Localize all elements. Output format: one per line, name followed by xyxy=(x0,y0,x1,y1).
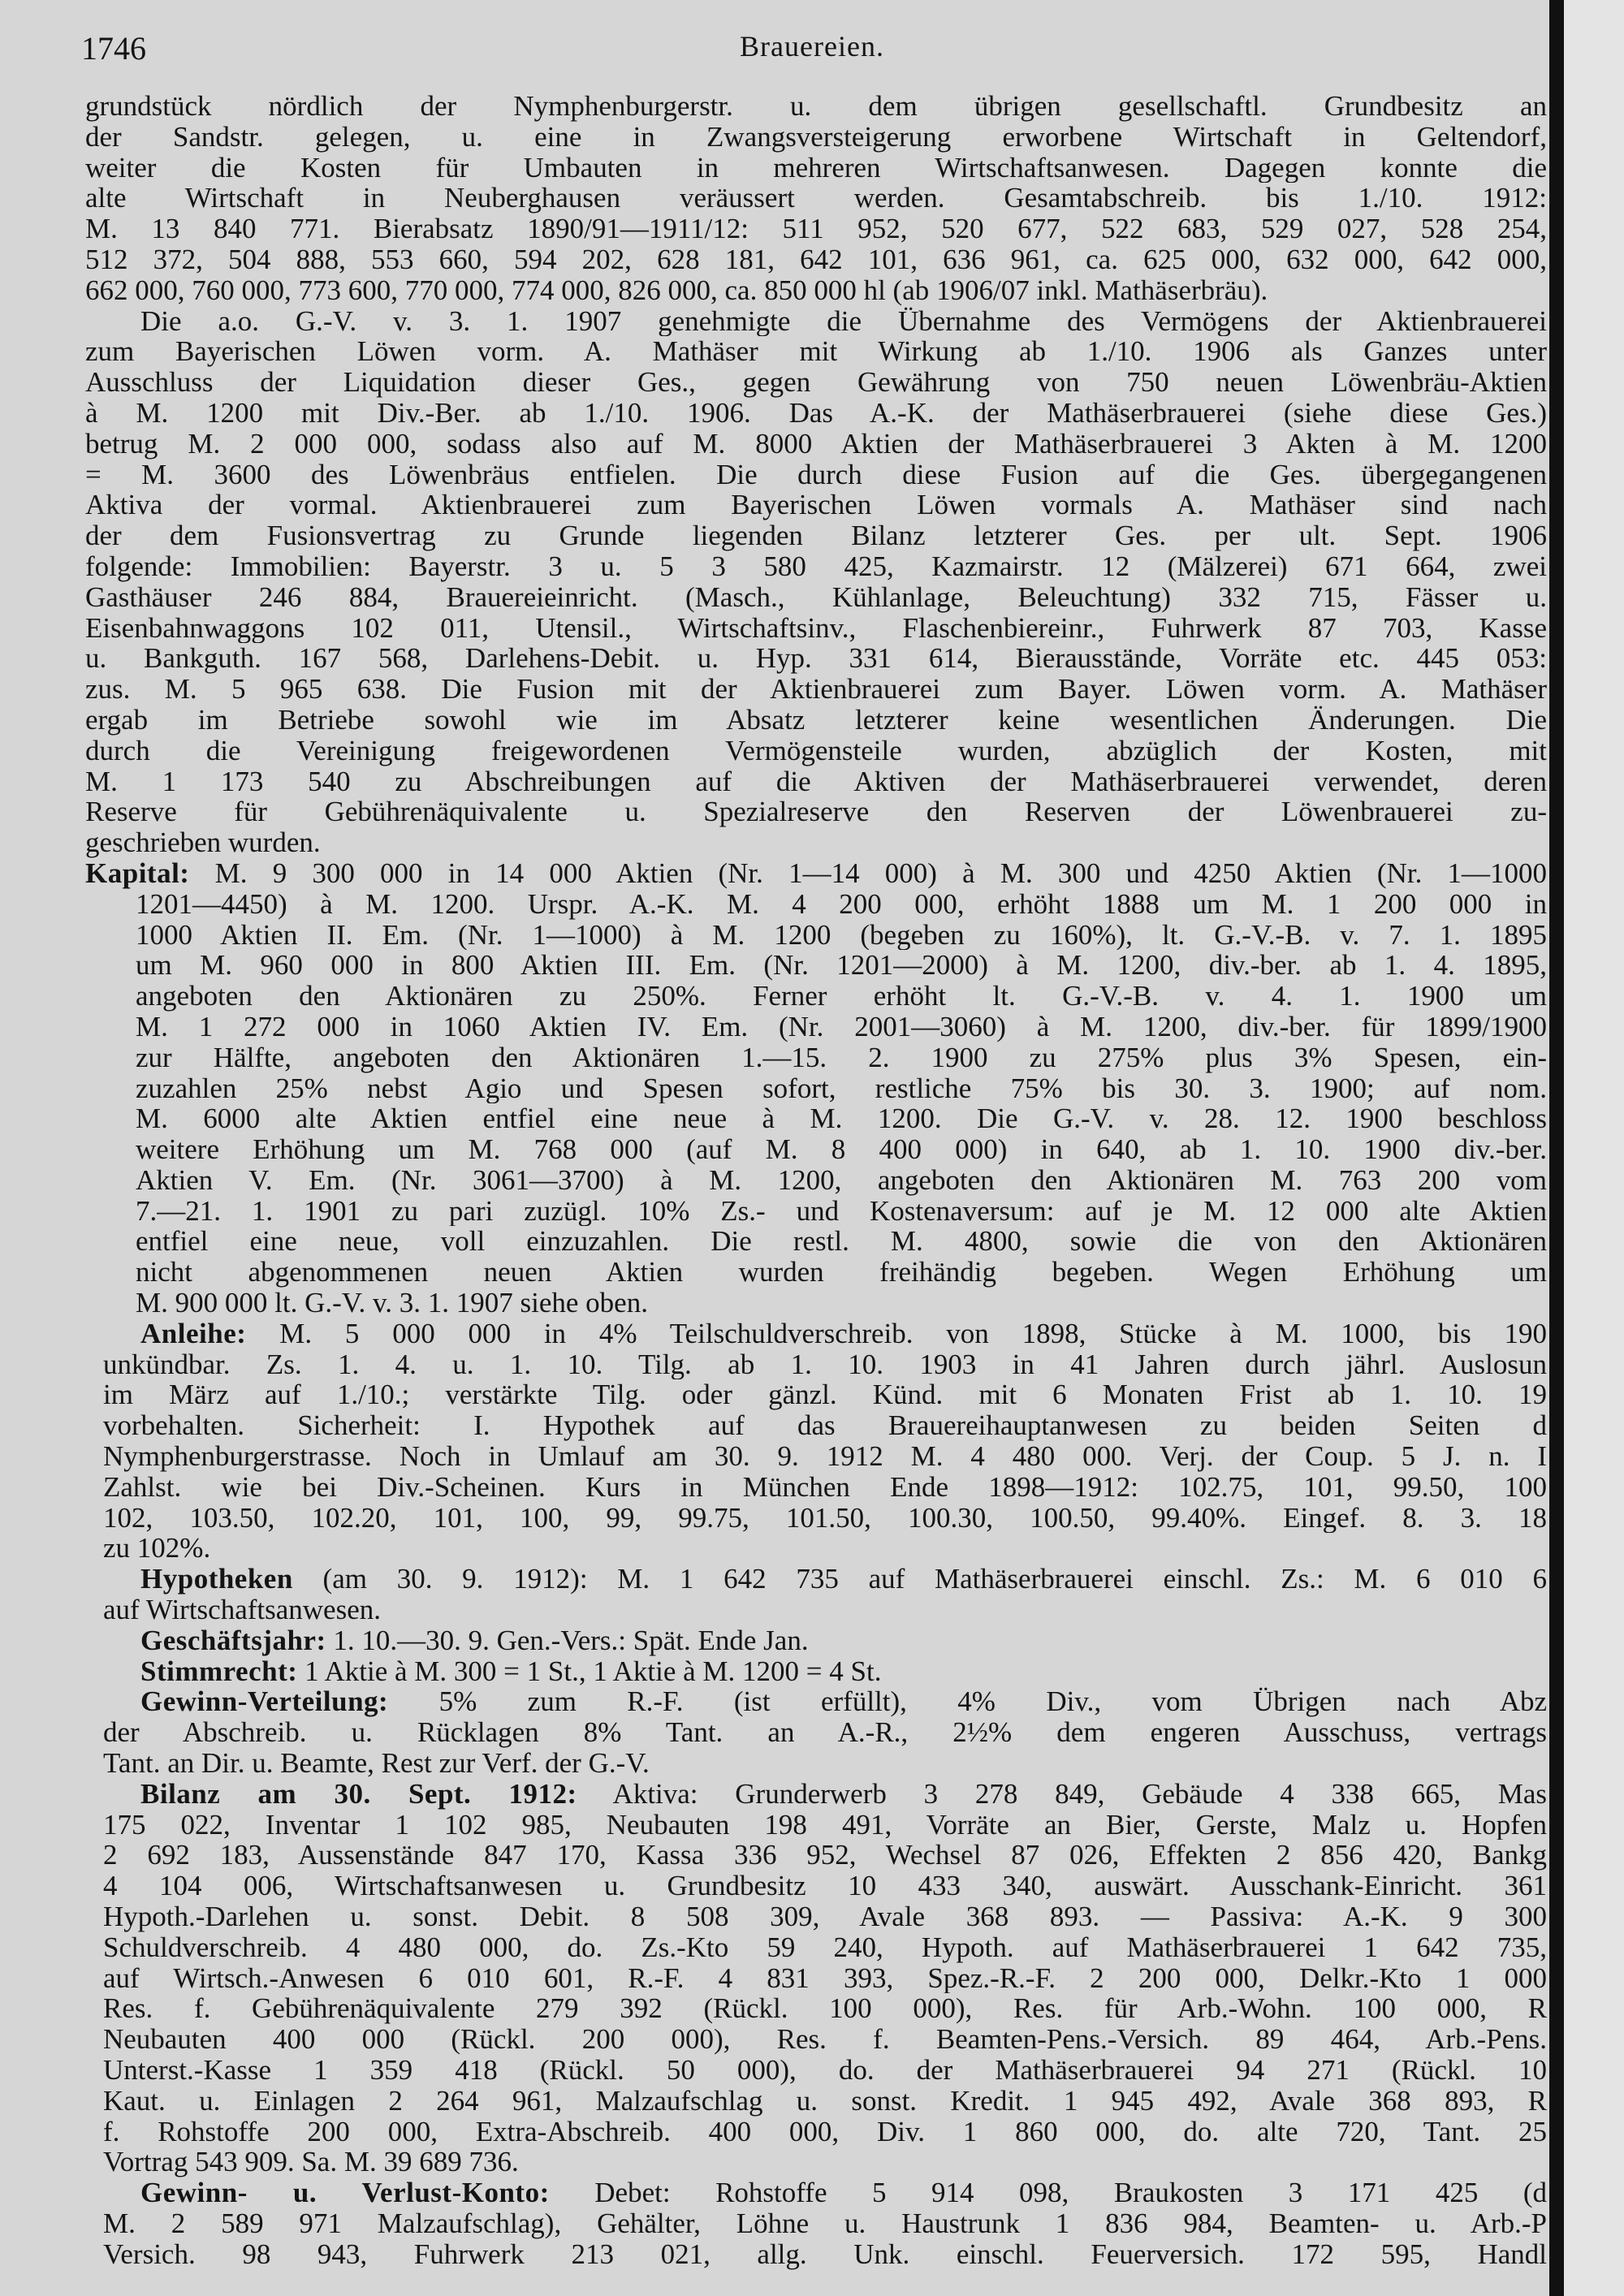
text-line xyxy=(85,1564,1547,1595)
line-text: Reserve für Gebührenäquivalente u. Spezialreserve den Reserven der Löwenbrauerei zu- xyxy=(85,796,1547,828)
text-line xyxy=(85,275,1547,306)
text-line xyxy=(85,336,1547,367)
paragraph xyxy=(85,1625,1547,1656)
line-text: zum Bayerischen Löwen vorm. A. Mathäser mit Wirkung ab 1./10. 1906 als Ganzes unter xyxy=(85,336,1547,368)
text-line xyxy=(85,1993,1547,2024)
text-line xyxy=(85,1901,1547,1932)
text-line xyxy=(85,2208,1547,2239)
line-text: geschrieben wurden. xyxy=(85,827,321,858)
line-text: à M. 1200 mit Div.-Ber. ab 1./10. 1906. Das A.-K. der Mathäserbrauerei (siehe diese Ges.) xyxy=(85,397,1547,429)
line-text: folgende: Immobilien: Bayerstr. 3 u. 5 3 580 425, Kazmairstr. 12 (Mälzerei) 671 664, zwei xyxy=(85,550,1547,582)
line-text: zu 102%. xyxy=(103,1533,211,1564)
line-text: betrug M. 2 000 000, sodass also auf M. 8000 Aktien der Mathäserbrauerei 3 Akten à M. 1200 xyxy=(85,428,1547,460)
text-line xyxy=(85,796,1547,827)
section-heading: Gewinn- u. Verlust-Konto: xyxy=(140,2177,550,2208)
text-line xyxy=(85,91,1547,122)
line-text: alte Wirtschaft in Neuberghausen veräussert werden. Gesamtabschreib. bis 1./10. 1912: xyxy=(85,183,1547,214)
paragraph xyxy=(85,858,1547,1318)
text-line xyxy=(85,1349,1547,1380)
line-text: nicht abgenommenen neuen Aktien wurden freihändig begeben. Wegen Erhöhung um xyxy=(136,1257,1547,1288)
text-line xyxy=(85,367,1547,398)
line-text: um M. 960 000 in 800 Aktien III. Em. (Nr. 1201—2000) à M. 1200, div.-ber. ab 1. 4. 1895, xyxy=(136,950,1547,982)
scan-edge-shadow xyxy=(1549,0,1564,2296)
text-line xyxy=(85,1963,1547,1994)
line-text: (am 30. 9. 1912): M. 1 642 735 auf Mathäserbrauerei einschl. Zs.: M. 6 010 6 xyxy=(322,1564,1547,1595)
text-line xyxy=(85,2055,1547,2086)
text-line xyxy=(85,766,1547,797)
line-text: = M. 3600 des Löwenbräus entfielen. Die durch diese Fusion auf die Ges. übergegangenen xyxy=(85,459,1547,490)
text-line xyxy=(85,736,1547,766)
text-line xyxy=(85,1656,1547,1687)
text-line xyxy=(85,551,1547,582)
line-text: Nymphenburgerstrasse. Noch in Umlauf am 30. 9. 1912 M. 4 480 000. Verj. der Coup. 5 J. n. I xyxy=(103,1441,1547,1472)
line-text: Aktiva: Grunderwerb 3 278 849, Gebäude 4 338 665, Mas xyxy=(612,1778,1547,1810)
line-text: Aktien V. Em. (Nr. 3061—3700) à M. 1200, angeboten den Aktionären M. 763 200 vom xyxy=(136,1164,1547,1196)
line-text: M. 2 589 971 Malzaufschlag), Gehälter, Löhne u. Haustrunk 1 836 984, Beamten- u. Arb.-P xyxy=(103,2208,1547,2239)
body-text xyxy=(85,91,1547,2270)
text-line xyxy=(85,153,1547,183)
line-text: auf Wirtsch.-Anwesen 6 010 601, R.-F. 4 831 393, Spez.-R.-F. 2 200 000, Delkr.-Kto 1 000 xyxy=(103,1962,1547,1994)
line-text: Schuldverschreib. 4 480 000, do. Zs.-Kto 59 240, Hypoth. auf Mathäserbrauerei 1 642 735, xyxy=(103,1931,1547,1963)
line-text: 1000 Aktien II. Em. (Nr. 1—1000) à M. 1200 (begeben zu 160%), lt. G.-V.-B. v. 7. 1. 1895 xyxy=(136,919,1547,951)
line-text: 662 000, 760 000, 773 600, 770 000, 774 000, 826 000, ca. 850 000 hl (ab 1906/07 inkl. Mathäserbräu). xyxy=(85,274,1268,306)
text-line xyxy=(85,1717,1547,1748)
line-text: angeboten den Aktionären zu 250%. Ferner erhöht lt. G.-V.-B. v. 4. 1. 1900 um xyxy=(136,981,1547,1012)
text-line xyxy=(85,1165,1547,1196)
line-text: 7.—21. 1. 1901 zu pari zuzügl. 10% Zs.- und Kostenaversum: auf je M. 12 000 alte Aktien xyxy=(136,1195,1547,1227)
paragraph xyxy=(85,306,1547,858)
text-line xyxy=(85,1748,1547,1779)
line-text: Die a.o. G.-V. v. 3. 1. 1907 genehmigte die Übernahme des Vermögens der Aktienbrauerei xyxy=(140,305,1547,337)
text-line xyxy=(85,858,1547,889)
scan-margin xyxy=(1564,0,1624,2296)
text-line xyxy=(85,398,1547,429)
line-text: Versich. 98 943, Fuhrwerk 213 021, allg. Unk. einschl. Feuerversich. 172 595, Handl xyxy=(103,2238,1547,2270)
line-text: Vortrag 543 909. Sa. M. 39 689 736. xyxy=(103,2147,519,2178)
line-text: Neubauten 400 000 (Rückl. 200 000), Res. f. Beamten-Pens.-Versich. 89 464, Arb.-Pens. xyxy=(103,2024,1547,2055)
text-line xyxy=(85,1318,1547,1349)
text-line xyxy=(85,674,1547,705)
section-heading: Bilanz am 30. Sept. 1912: xyxy=(140,1778,577,1810)
paragraph xyxy=(85,1686,1547,1778)
line-text: Debet: Rohstoffe 5 914 098, Braukosten 3 171 425 (d xyxy=(594,2177,1547,2208)
text-line xyxy=(85,1932,1547,1963)
text-line xyxy=(85,1686,1547,1717)
line-text: der dem Fusionsvertrag zu Grunde liegenden Bilanz letzterer Ges. per ult. Sept. 1906 xyxy=(85,520,1547,551)
line-text: grundstück nördlich der Nymphenburgerstr. u. dem übrigen gesellschaftl. Grundbesitz an xyxy=(85,91,1547,122)
line-text: Res. f. Gebührenäquivalente 279 392 (Rückl. 100 000), Res. für Arb.-Wohn. 100 000, R xyxy=(103,1993,1547,2025)
line-text: 1. 10.—30. 9. Gen.-Vers.: Spät. Ende Jan. xyxy=(333,1625,809,1656)
text-line xyxy=(85,827,1547,858)
text-line xyxy=(85,1042,1547,1073)
paragraph xyxy=(85,1318,1547,1564)
text-line xyxy=(85,2086,1547,2117)
line-text: 2 692 183, Aussenstände 847 170, Kassa 336 952, Wechsel 87 026, Effekten 2 856 420, Bankg xyxy=(103,1840,1547,1871)
text-line xyxy=(85,920,1547,951)
running-title: Brauereien. xyxy=(740,30,884,63)
section-heading: Gewinn-Verteilung: xyxy=(140,1686,389,1718)
line-text: Hypoth.-Darlehen u. sonst. Debit. 8 508 309, Avale 368 893. — Passiva: A.-K. 9 300 xyxy=(103,1901,1547,1932)
line-text: 512 372, 504 888, 553 660, 594 202, 628 181, 642 101, 636 961, ca. 625 000, 632 000, 642 000, xyxy=(85,244,1547,275)
text-line xyxy=(85,582,1547,613)
line-text: ergab im Betriebe sowohl wie im Absatz letzterer keine wesentlichen Änderungen. Die xyxy=(85,704,1547,736)
text-line xyxy=(85,1012,1547,1042)
text-line xyxy=(85,2239,1547,2270)
line-text: 5% zum R.-F. (ist erfüllt), 4% Div., vom Übrigen nach Abz xyxy=(438,1686,1547,1718)
line-text: f. Rohstoffe 200 000, Extra-Abschreib. 400 000, Div. 1 860 000, do. alte 720, Tant. 25 xyxy=(103,2116,1547,2147)
line-text: weiter die Kosten für Umbauten in mehreren Wirtschaftsanwesen. Dagegen konnte die xyxy=(85,152,1547,183)
line-text: M. 9 300 000 in 14 000 Aktien (Nr. 1—14 000) à M. 300 und 4250 Aktien (Nr. 1—1000 xyxy=(214,857,1547,889)
page-number: 1746 xyxy=(81,30,146,67)
text-line xyxy=(85,2117,1547,2147)
line-text: der Sandstr. gelegen, u. eine in Zwangsversteigerung erworbene Wirtschaft in Geltendorf, xyxy=(85,121,1547,153)
text-line xyxy=(85,643,1547,674)
text-line xyxy=(85,1533,1547,1564)
paragraph xyxy=(85,91,1547,306)
line-text: Kaut. u. Einlagen 2 264 961, Malzaufschlag u. sonst. Kredit. 1 945 492, Avale 368 893, R xyxy=(103,2085,1547,2117)
text-line xyxy=(85,981,1547,1012)
line-text: 1 Aktie à M. 300 = 1 St., 1 Aktie à M. 1200 = 4 St. xyxy=(304,1655,882,1687)
text-line xyxy=(85,1134,1547,1165)
line-text: Tant. an Dir. u. Beamte, Rest zur Verf. der G.-V. xyxy=(103,1748,650,1779)
section-heading: Stimmrecht: xyxy=(140,1655,298,1687)
text-line xyxy=(85,1257,1547,1288)
text-line xyxy=(85,2177,1547,2208)
text-line xyxy=(85,1441,1547,1472)
text-line xyxy=(85,1410,1547,1441)
paragraph xyxy=(85,1779,1547,2177)
line-text: Gasthäuser 246 884, Brauereieinricht. (Masch., Kühlanlage, Beleuchtung) 332 715, Fässer u. xyxy=(85,581,1547,613)
text-line xyxy=(85,1073,1547,1104)
section-heading: Geschäftsjahr: xyxy=(140,1625,326,1656)
line-text: weitere Erhöhung um M. 768 000 (auf M. 8 400 000) in 640, ab 1. 10. 1900 div.-ber. xyxy=(136,1134,1547,1165)
section-heading: Kapital: xyxy=(85,857,190,889)
text-line xyxy=(85,2147,1547,2177)
line-text: auf Wirtschaftsanwesen. xyxy=(103,1595,381,1625)
line-text: unkündbar. Zs. 1. 4. u. 1. 10. Tilg. ab 1. 10. 1903 in 41 Jahren durch jährl. Auslosun xyxy=(103,1349,1547,1380)
text-line xyxy=(85,1503,1547,1534)
text-line xyxy=(85,122,1547,153)
text-line xyxy=(85,244,1547,275)
line-text: Unterst.-Kasse 1 359 418 (Rückl. 50 000), do. der Mathäserbrauerei 94 271 (Rückl. 10 xyxy=(103,2055,1547,2086)
line-text: Eisenbahnwaggons 102 011, Utensil., Wirtschaftsinv., Flaschenbiereinr., Fuhrwerk 87 703, Kasse xyxy=(85,612,1547,644)
text-line xyxy=(85,613,1547,644)
text-line xyxy=(85,1625,1547,1656)
line-text: M. 6000 alte Aktien entfiel eine neue à M. 1200. Die G.-V. v. 28. 12. 1900 beschloss xyxy=(136,1103,1547,1135)
text-line xyxy=(85,1196,1547,1227)
text-line xyxy=(85,705,1547,736)
line-text: vorbehalten. Sicherheit: I. Hypothek auf das Brauereihauptanwesen zu beiden Seiten d xyxy=(103,1410,1547,1442)
line-text: zur Hälfte, angeboten den Aktionären 1.—15. 2. 1900 zu 275% plus 3% Spesen, ein- xyxy=(136,1042,1547,1073)
text-line xyxy=(85,1103,1547,1134)
line-text: u. Bankguth. 167 568, Darlehens-Debit. u. Hyp. 331 614, Bierausstände, Vorräte etc. 445 053: xyxy=(85,643,1547,675)
text-line xyxy=(85,214,1547,244)
line-text: M. 900 000 lt. G.-V. v. 3. 1. 1907 siehe oben. xyxy=(136,1288,648,1318)
line-text: Ausschluss der Liquidation dieser Ges., gegen Gewährung von 750 neuen Löwenbräu-Aktien xyxy=(85,367,1547,398)
text-line xyxy=(85,1810,1547,1841)
line-text: 1201—4450) à M. 1200. Urspr. A.-K. M. 4 200 000, erhöht 1888 um M. 1 200 000 in xyxy=(136,888,1547,920)
line-text: Aktiva der vormal. Aktienbrauerei zum Bayerischen Löwen vormals A. Mathäser sind nach xyxy=(85,490,1547,521)
text-line xyxy=(85,183,1547,214)
text-line xyxy=(85,429,1547,460)
text-line xyxy=(85,1871,1547,1901)
text-line xyxy=(85,306,1547,337)
line-text: zuzahlen 25% nebst Agio und Spesen sofort, restliche 75% bis 30. 3. 1900; auf nom. xyxy=(136,1072,1547,1104)
text-line xyxy=(85,1595,1547,1625)
paragraph xyxy=(85,1564,1547,1625)
line-text: Zahlst. wie bei Div.-Scheinen. Kurs in München Ende 1898—1912: 102.75, 101, 99.50, 100 xyxy=(103,1471,1547,1503)
text-line xyxy=(85,1779,1547,1810)
text-line xyxy=(85,889,1547,920)
text-line xyxy=(85,1379,1547,1410)
line-text: 175 022, Inventar 1 102 985, Neubauten 198 491, Vorräte an Bier, Gerste, Malz u. Hopfen xyxy=(103,1809,1547,1841)
line-text: durch die Vereinigung freigewordenen Vermögensteile wurden, abzüglich der Kosten, mit xyxy=(85,735,1547,766)
section-heading: Anleihe: xyxy=(140,1318,247,1349)
line-text: M. 1 173 540 zu Abschreibungen auf die Aktiven der Mathäserbrauerei verwendet, deren xyxy=(85,766,1547,797)
text-line xyxy=(85,1226,1547,1257)
section-heading: Hypotheken xyxy=(140,1564,293,1595)
line-text: M. 13 840 771. Bierabsatz 1890/91—1911/12: 511 952, 520 677, 522 683, 529 027, 528 254, xyxy=(85,214,1547,244)
text-line xyxy=(85,2024,1547,2055)
line-text: M. 1 272 000 in 1060 Aktien IV. Em. (Nr. 2001—3060) à M. 1200, div.-ber. für 1899/1900 xyxy=(136,1011,1547,1042)
line-text: entfiel eine neue, voll einzuzahlen. Die restl. M. 4800, sowie die von den Aktionären xyxy=(136,1226,1547,1258)
text-line xyxy=(85,1288,1547,1318)
text-line xyxy=(85,1472,1547,1503)
line-text: der Abschreib. u. Rücklagen 8% Tant. an A.-R., 2½% dem engeren Ausschuss, vertrags xyxy=(103,1717,1547,1749)
paragraph xyxy=(85,1656,1547,1687)
line-text: M. 5 000 000 in 4% Teilschuldverschreib. von 1898, Stücke à M. 1000, bis 190 xyxy=(279,1318,1547,1349)
line-text: zus. M. 5 965 638. Die Fusion mit der Aktienbrauerei zum Bayer. Löwen vorm. A. Mathäser xyxy=(85,674,1547,705)
text-line xyxy=(85,1840,1547,1871)
text-line xyxy=(85,950,1547,981)
line-text: 4 104 006, Wirtschaftsanwesen u. Grundbesitz 10 433 340, auswärt. Ausschank-Einricht. 361 xyxy=(103,1871,1547,1902)
text-line xyxy=(85,520,1547,551)
text-line xyxy=(85,460,1547,490)
line-text: 102, 103.50, 102.20, 101, 100, 99, 99.75, 101.50, 100.30, 100.50, 99.40%. Eingef. 8. 3. 18 xyxy=(103,1502,1547,1534)
line-text: im März auf 1./10.; verstärkte Tilg. oder gänzl. Künd. mit 6 Monaten Frist ab 1. 10. 19 xyxy=(103,1379,1547,1411)
text-line xyxy=(85,490,1547,520)
paragraph xyxy=(85,2177,1547,2269)
